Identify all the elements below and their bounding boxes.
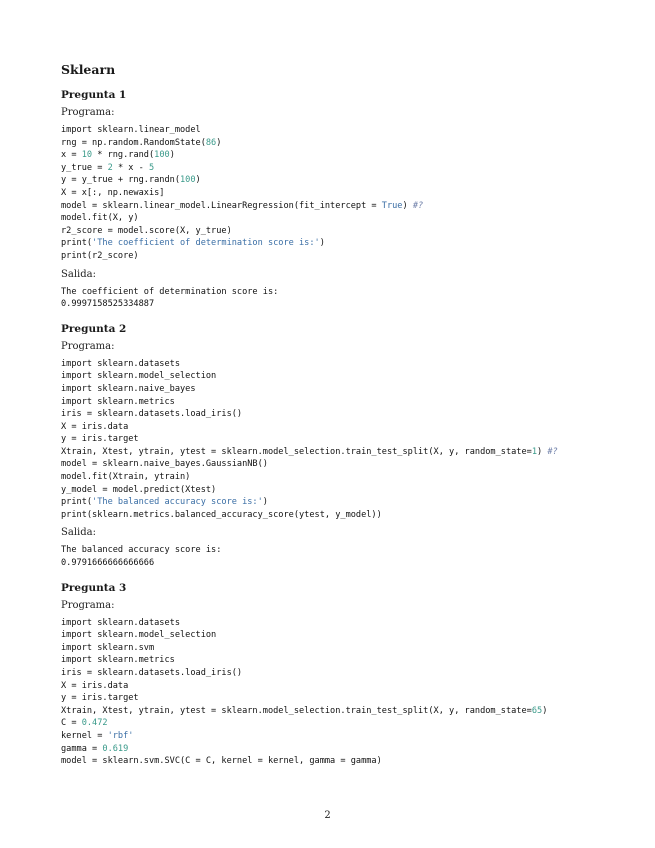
code-token: #? [412,200,424,211]
code-line [61,496,621,509]
code-line [61,408,621,421]
code-token: X = x[:, np.newaxis] [61,187,165,198]
code-token: y_model = model.predict(Xtest) [61,484,217,495]
code-line [61,225,621,238]
program-label: Programa: [61,107,115,118]
code-block [61,124,621,263]
code-token: 0.472 [81,718,108,729]
program-label: Programa: [61,340,115,352]
code-token: 86 [205,137,217,148]
code-token: import sklearn.naive_bayes [61,383,196,394]
document-page [61,54,621,774]
code-token: import sklearn.metrics [61,655,175,666]
code-token: y = iris.target [61,434,139,445]
code-token: C = [61,718,82,729]
output-line: The balanced accuracy score is: [61,545,222,556]
code-line [61,174,621,187]
code-block [61,358,621,522]
code-token: X = iris.data [61,421,129,432]
code-token: import sklearn.model_selection [61,630,217,641]
code-line [61,237,621,250]
code-token: gamma = [61,743,103,754]
code-token: y = iris.target [61,693,139,704]
code-token: import sklearn.metrics [61,396,175,407]
code-line [61,212,621,225]
code-token: model.fit(Xtrain, ytrain) [61,472,191,483]
code-token: Xtrain, Xtest, ytrain, ytest = sklearn.model_selection.train_test_split(X, y, random_state= [61,446,532,457]
code-line [61,471,621,484]
code-token: model = sklearn.svm.SVC(C = C, kernel = kernel, gamma = gamma) [61,756,382,767]
code-token: print( [61,497,93,508]
code-token: import sklearn.datasets [61,617,180,628]
code-token: import sklearn.datasets [61,358,180,369]
code-token: print(r2_score) [61,250,139,261]
code-token: ) [537,446,548,457]
code-token: import sklearn.svm [61,642,155,653]
code-token: model = sklearn.naive_bayes.GaussianNB() [61,459,268,470]
output-label: Salida: [61,268,96,280]
code-line [61,124,621,137]
code-token: 5 [148,162,155,173]
output-line: 0.9997158525334887 [61,299,155,310]
code-token: x = [61,150,82,161]
code-line [61,705,621,718]
code-token: ) [319,238,325,249]
code-line [61,433,621,446]
questions-container [61,89,621,768]
code-line [61,484,621,497]
code-token: Xtrain, Xtest, ytrain, ytest = sklearn.model_selection.train_test_split(X, y, random_state= [61,705,532,716]
code-token: 'The balanced accuracy score is:' [92,497,263,508]
code-line [61,358,621,371]
code-token: X = iris.data [61,680,129,691]
code-token: r2_score = model.score(X, y_true) [61,225,232,236]
code-token: 'rbf' [107,730,134,741]
output-line: The coefficient of determination score is: [61,286,279,297]
code-line [61,667,621,680]
question-title: Pregunta 1 [61,89,127,101]
code-token: model.fit(X, y) [61,213,139,224]
code-token: 65 [531,705,543,716]
code-line [61,629,621,642]
output-line: 0.9791666666666666 [61,558,155,569]
code-line [61,730,621,743]
code-token: iris = sklearn.datasets.load_iris() [61,668,243,678]
code-token: ) [195,175,201,186]
code-token: iris = sklearn.datasets.load_iris() [61,409,243,420]
code-line [61,458,621,471]
section-title: Sklearn [61,62,116,77]
code-token: 'The coefficient of determination score is:' [92,238,320,249]
code-token: ) [216,137,222,148]
code-token: kernel = [61,730,108,741]
code-line [61,755,621,768]
code-token: print( [61,238,93,249]
output-block [61,544,621,569]
code-token: 100 [154,150,170,161]
code-token: 10 [81,150,93,161]
code-token: 100 [180,175,196,186]
code-token: * rng.rand( [92,150,155,161]
code-token: rng = np.random.RandomState( [61,137,206,148]
program-label: Programa: [61,599,115,611]
code-token: ) [169,150,175,161]
code-line [61,692,621,705]
code-line [61,200,621,213]
code-token: #? [547,446,558,457]
code-token: ) [402,200,413,211]
code-line [61,680,621,693]
code-line [61,383,621,396]
code-line [61,743,621,756]
code-line [61,642,621,655]
code-token: 2 [107,162,113,173]
code-token: * x - [112,162,149,173]
question-title: Pregunta 3 [61,581,127,594]
code-token: y = y_true + rng.randn( [61,175,180,186]
code-token: 1 [531,446,538,457]
code-line [61,149,621,162]
code-token: import sklearn.model_selection [61,371,217,382]
code-line [61,162,621,175]
code-token: 0.619 [102,743,129,754]
code-block [61,617,621,768]
code-line [61,137,621,150]
code-line [61,187,621,200]
code-line [61,617,621,630]
code-token: ) [262,497,268,508]
code-line [61,396,621,409]
code-token: y_true = [61,162,108,173]
code-line [61,717,621,730]
page-number: 2 [324,810,331,821]
code-token: import sklearn.linear_model [61,125,201,135]
output-block [61,286,621,311]
code-token: True [381,200,403,211]
code-line [61,370,621,383]
output-label: Salida: [61,527,96,539]
question-title: Pregunta 2 [61,322,127,335]
code-token: model = sklearn.linear_model.LinearRegression(fit_intercept = [61,200,382,211]
code-token: ) [542,705,548,716]
code-line [61,421,621,434]
code-token: print(sklearn.metrics.balanced_accuracy_score(ytest, y_model)) [61,509,382,520]
code-line [61,509,621,522]
code-line [61,446,621,459]
code-line [61,250,621,263]
code-line [61,654,621,667]
